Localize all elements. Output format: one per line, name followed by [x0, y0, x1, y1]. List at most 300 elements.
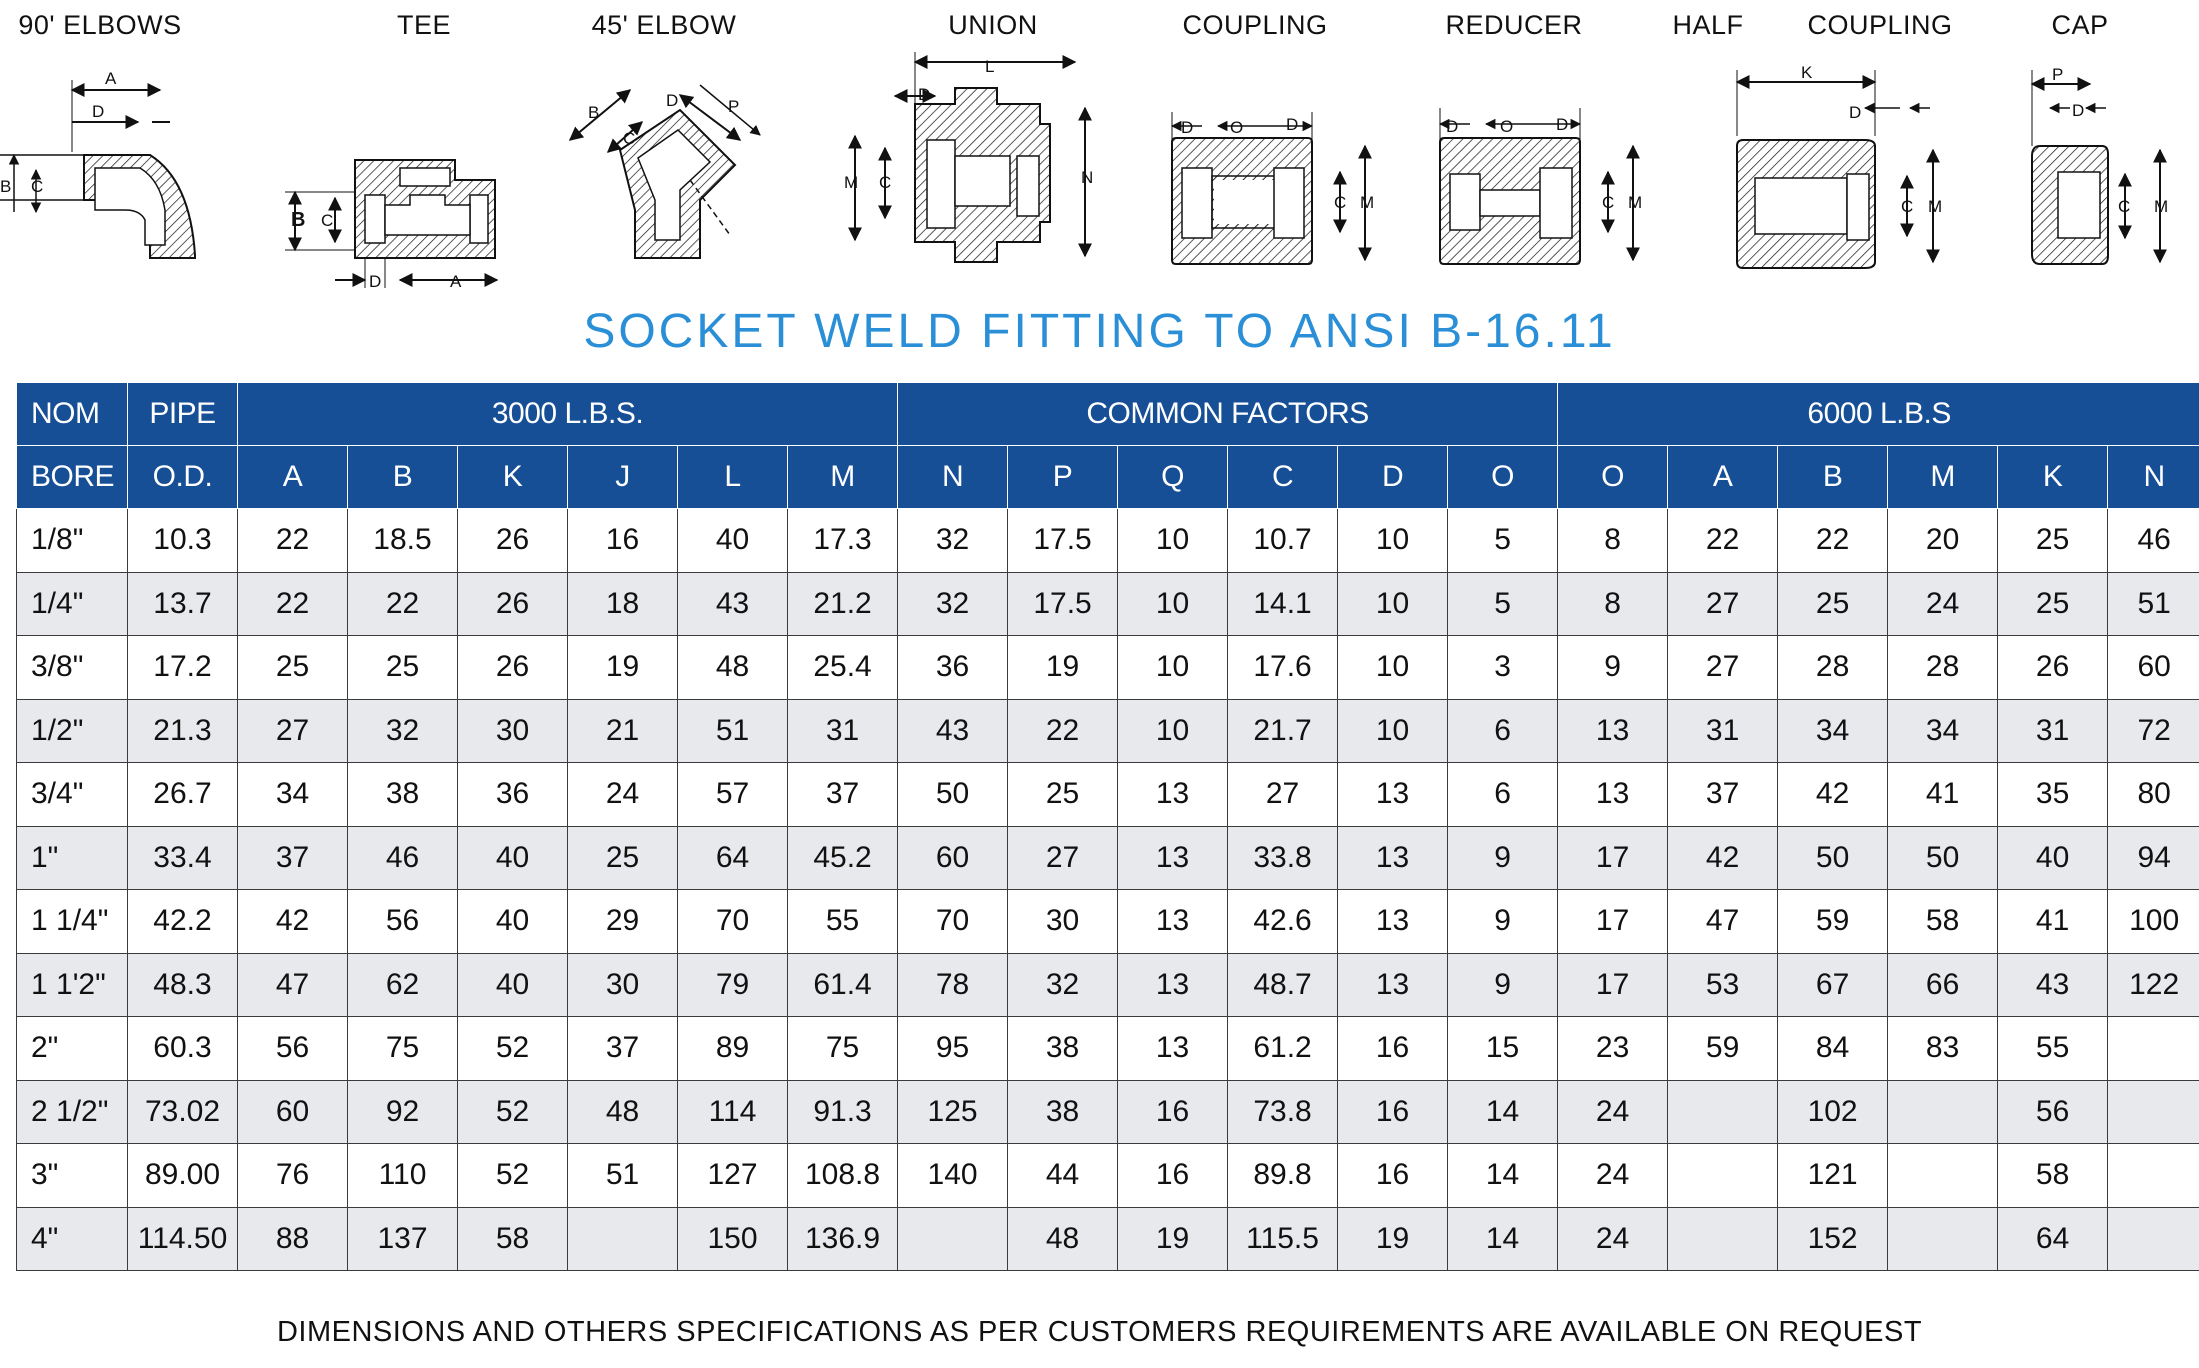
table-cell: 62	[348, 953, 458, 1017]
table-cell: 40	[458, 890, 568, 954]
tee-label-b: B	[291, 209, 306, 231]
table-cell: 57	[678, 763, 788, 827]
column-header: BORE	[17, 446, 128, 509]
table-cell: 51	[678, 699, 788, 763]
table-cell: 40	[458, 826, 568, 890]
table-cell: 27	[1668, 636, 1778, 700]
table-cell: 56	[238, 1017, 348, 1081]
table-cell: 79	[678, 953, 788, 1017]
table-cell: 67	[1778, 953, 1888, 1017]
table-cell: 42	[1778, 763, 1888, 827]
table-cell: 26	[1998, 636, 2108, 700]
union-label-l: L	[985, 57, 995, 76]
table-cell: 43	[678, 572, 788, 636]
table-cell: 136.9	[788, 1207, 898, 1271]
table-cell: 13	[1338, 763, 1448, 827]
table-cell: 17	[1558, 953, 1668, 1017]
header-nom: NOM	[17, 383, 128, 446]
table-cell: 32	[898, 572, 1008, 636]
table-row	[17, 826, 2199, 890]
reducer-drawing	[1430, 102, 1670, 272]
table-cell: 75	[348, 1017, 458, 1081]
table-cell: 114.50	[128, 1207, 238, 1271]
table-cell: 17.5	[1008, 509, 1118, 573]
column-header: K	[458, 446, 568, 509]
table-cell: 60.3	[128, 1017, 238, 1081]
table-cell: 34	[1778, 699, 1888, 763]
table-cell: 15	[1448, 1017, 1558, 1081]
table-cell: 152	[1778, 1207, 1888, 1271]
table-cell: 66	[1888, 953, 1998, 1017]
nominal-bore-cell: 1/8"	[17, 509, 128, 573]
page-title: SOCKET WELD FITTING TO ANSI B-16.11	[583, 305, 1616, 358]
column-header: M	[788, 446, 898, 509]
table-cell: 83	[1888, 1017, 1998, 1081]
table-cell: 59	[1668, 1017, 1778, 1081]
table-body	[17, 509, 2199, 1271]
column-header: L	[678, 446, 788, 509]
column-header: O.D.	[128, 446, 238, 509]
table-cell: 58	[1998, 1144, 2108, 1208]
table-cell	[1888, 1080, 1998, 1144]
header-group-3000: 3000 L.B.S.	[238, 383, 898, 446]
table-cell: 14	[1448, 1144, 1558, 1208]
table-cell: 110	[348, 1144, 458, 1208]
table-cell: 25	[568, 826, 678, 890]
table-cell: 89.8	[1228, 1144, 1338, 1208]
table-cell: 95	[898, 1017, 1008, 1081]
coupling-drawing	[1162, 102, 1402, 272]
table-cell	[1888, 1207, 1998, 1271]
table-cell: 36	[458, 763, 568, 827]
table-cell: 13	[1338, 826, 1448, 890]
table-cell	[1668, 1207, 1778, 1271]
nominal-bore-cell: 1"	[17, 826, 128, 890]
fitting-name-coupling: COUPLING	[1182, 10, 1328, 40]
table-cell: 42.2	[128, 890, 238, 954]
socket-weld-spec-table	[16, 382, 2199, 1271]
table-cell: 31	[1998, 699, 2108, 763]
table-cell: 42	[238, 890, 348, 954]
table-header	[17, 383, 2199, 509]
half-coupling-drawing	[1725, 63, 1985, 276]
table-cell: 51	[2108, 572, 2199, 636]
column-header: M	[1888, 446, 1998, 509]
table-cell: 40	[1998, 826, 2108, 890]
table-cell: 150	[678, 1207, 788, 1271]
table-cell: 46	[2108, 509, 2199, 573]
table-cell: 10	[1338, 699, 1448, 763]
reducer-label-o: O	[1500, 117, 1514, 136]
table-cell: 31	[1668, 699, 1778, 763]
half-coupling-label-m: M	[1928, 197, 1943, 216]
column-header: J	[568, 446, 678, 509]
table-cell: 137	[348, 1207, 458, 1271]
column-header: P	[1008, 446, 1118, 509]
table-cell: 16	[568, 509, 678, 573]
table-cell: 8	[1558, 509, 1668, 573]
footnote: DIMENSIONS AND OTHERS SPECIFICATIONS AS PER CUSTOMERS REQUIREMENTS ARE AVAILABLE ON REQUEST	[276, 1316, 1923, 1348]
table-cell: 51	[568, 1144, 678, 1208]
table-cell: 122	[2108, 953, 2199, 1017]
table-row	[17, 509, 2199, 573]
table-cell: 44	[1008, 1144, 1118, 1208]
table-cell	[2108, 1144, 2199, 1208]
table-cell: 14	[1448, 1207, 1558, 1271]
table-cell: 73.8	[1228, 1080, 1338, 1144]
reducer-label-d2: D	[1556, 115, 1569, 134]
table-cell: 27	[238, 699, 348, 763]
table-cell: 24	[1558, 1080, 1668, 1144]
table-row	[17, 636, 2199, 700]
table-cell: 5	[1448, 509, 1558, 573]
table-cell: 18	[568, 572, 678, 636]
table-cell: 80	[2108, 763, 2199, 827]
fitting-name-90-elbows: 90' ELBOWS	[18, 10, 182, 40]
table-cell: 43	[1998, 953, 2108, 1017]
table-cell: 13	[1118, 890, 1228, 954]
column-header: Q	[1118, 446, 1228, 509]
coupling-label-c: C	[1334, 193, 1347, 212]
table-cell: 50	[1888, 826, 1998, 890]
cap-label-m: M	[2154, 197, 2169, 216]
table-cell: 43	[898, 699, 1008, 763]
cap-label-c: C	[2118, 197, 2131, 216]
table-cell	[2108, 1207, 2199, 1271]
table-cell: 102	[1778, 1080, 1888, 1144]
table-cell: 38	[1008, 1017, 1118, 1081]
fittings-diagram-row	[0, 0, 2199, 300]
table-cell: 16	[1118, 1080, 1228, 1144]
table-cell: 58	[458, 1207, 568, 1271]
table-cell: 21.7	[1228, 699, 1338, 763]
header-group-6000: 6000 L.B.S	[1558, 383, 2199, 446]
table-cell: 38	[348, 763, 458, 827]
table-cell: 17.2	[128, 636, 238, 700]
table-cell: 17	[1558, 890, 1668, 954]
table-cell: 17.3	[788, 509, 898, 573]
table-cell: 100	[2108, 890, 2199, 954]
table-cell: 10.7	[1228, 509, 1338, 573]
table-cell: 140	[898, 1144, 1008, 1208]
table-cell: 34	[238, 763, 348, 827]
table-cell: 13	[1558, 699, 1668, 763]
nominal-bore-cell: 1 1/4"	[17, 890, 128, 954]
union-label-m: M	[844, 173, 859, 192]
table-cell: 27	[1008, 826, 1118, 890]
elbow90-label-c: C	[31, 177, 44, 196]
table-cell	[898, 1207, 1008, 1271]
table-row	[17, 890, 2199, 954]
table-cell: 40	[458, 953, 568, 1017]
table-cell: 108.8	[788, 1144, 898, 1208]
table-cell: 33.8	[1228, 826, 1338, 890]
table-cell: 13.7	[128, 572, 238, 636]
table-row	[17, 953, 2199, 1017]
table-cell: 72	[2108, 699, 2199, 763]
elbow-45-drawing	[560, 80, 780, 260]
column-header: K	[1998, 446, 2108, 509]
table-cell: 30	[458, 699, 568, 763]
table-cell: 88	[238, 1207, 348, 1271]
table-cell: 60	[898, 826, 1008, 890]
table-cell: 73.02	[128, 1080, 238, 1144]
table-cell: 10	[1118, 509, 1228, 573]
table-cell: 9	[1448, 826, 1558, 890]
coupling-label-d1: D	[1181, 118, 1194, 137]
table-cell: 30	[1008, 890, 1118, 954]
table-cell	[2108, 1080, 2199, 1144]
nominal-bore-cell: 2 1/2"	[17, 1080, 128, 1144]
table-cell: 10	[1338, 636, 1448, 700]
table-cell: 17	[1558, 826, 1668, 890]
union-label-d: D	[918, 85, 931, 104]
table-cell: 9	[1448, 890, 1558, 954]
table-cell: 38	[1008, 1080, 1118, 1144]
table-cell: 17.5	[1008, 572, 1118, 636]
table-cell	[1888, 1144, 1998, 1208]
elbow-90-drawing	[0, 60, 200, 270]
table-cell: 40	[678, 509, 788, 573]
table-cell: 21.2	[788, 572, 898, 636]
reducer-label-d1: D	[1446, 117, 1459, 136]
table-cell: 56	[348, 890, 458, 954]
table-cell: 59	[1778, 890, 1888, 954]
table-cell: 22	[1668, 509, 1778, 573]
elbow45-label-c: C	[623, 129, 636, 148]
table-cell: 53	[1668, 953, 1778, 1017]
half-coupling-label-c: C	[1901, 197, 1914, 216]
table-cell: 13	[1118, 763, 1228, 827]
table-cell: 25	[238, 636, 348, 700]
table-cell: 22	[348, 572, 458, 636]
table-cell: 33.4	[128, 826, 238, 890]
table-cell: 125	[898, 1080, 1008, 1144]
column-header: D	[1338, 446, 1448, 509]
table-cell: 27	[1228, 763, 1338, 827]
table-cell: 52	[458, 1144, 568, 1208]
table-cell: 25.4	[788, 636, 898, 700]
table-cell: 22	[1008, 699, 1118, 763]
table-cell: 28	[1888, 636, 1998, 700]
table-cell: 20	[1888, 509, 1998, 573]
table-cell: 17.6	[1228, 636, 1338, 700]
table-row	[17, 763, 2199, 827]
coupling-label-d2: D	[1286, 115, 1299, 134]
table-row	[17, 1207, 2199, 1271]
header-row-groups	[17, 383, 2199, 446]
cap-drawing	[2010, 66, 2190, 276]
table-cell: 37	[788, 763, 898, 827]
table-cell: 19	[568, 636, 678, 700]
table-cell: 52	[458, 1080, 568, 1144]
column-header: N	[2108, 446, 2199, 509]
table-cell: 9	[1448, 953, 1558, 1017]
table-cell: 48	[568, 1080, 678, 1144]
table-cell: 32	[1008, 953, 1118, 1017]
table-cell: 70	[678, 890, 788, 954]
coupling-label-m: M	[1360, 193, 1375, 212]
table-cell: 48.7	[1228, 953, 1338, 1017]
nominal-bore-cell: 3/4"	[17, 763, 128, 827]
fitting-name-half-coupling: COUPLING	[1807, 10, 1953, 40]
table-cell: 8	[1558, 572, 1668, 636]
fitting-name-cap: CAP	[2051, 10, 2109, 40]
table-cell: 60	[2108, 636, 2199, 700]
table-row	[17, 1144, 2199, 1208]
table-cell: 3	[1448, 636, 1558, 700]
column-header: A	[1668, 446, 1778, 509]
column-header: B	[348, 446, 458, 509]
fitting-name-half: HALF	[1672, 10, 1744, 40]
table-cell: 61.2	[1228, 1017, 1338, 1081]
nominal-bore-cell: 1/2"	[17, 699, 128, 763]
table-cell: 76	[238, 1144, 348, 1208]
nominal-bore-cell: 3"	[17, 1144, 128, 1208]
table-cell: 50	[898, 763, 1008, 827]
half-coupling-label-k: K	[1801, 63, 1813, 82]
table-cell: 37	[1668, 763, 1778, 827]
table-cell: 94	[2108, 826, 2199, 890]
fitting-name-union: UNION	[948, 10, 1038, 40]
coupling-label-o: O	[1230, 118, 1244, 137]
table-cell: 84	[1778, 1017, 1888, 1081]
column-header: N	[898, 446, 1008, 509]
table-cell: 27	[1668, 572, 1778, 636]
table-cell: 89.00	[128, 1144, 238, 1208]
table-cell: 18.5	[348, 509, 458, 573]
table-cell: 34	[1888, 699, 1998, 763]
nominal-bore-cell: 1/4"	[17, 572, 128, 636]
table-cell: 13	[1338, 953, 1448, 1017]
header-row-columns	[17, 446, 2199, 509]
table-cell: 16	[1338, 1080, 1448, 1144]
table-cell: 89	[678, 1017, 788, 1081]
cap-label-p: P	[2052, 65, 2064, 84]
table-cell	[1668, 1144, 1778, 1208]
table-cell: 42.6	[1228, 890, 1338, 954]
table-cell: 25	[348, 636, 458, 700]
table-cell: 28	[1778, 636, 1888, 700]
elbow45-label-b: B	[588, 103, 600, 122]
nominal-bore-cell: 4"	[17, 1207, 128, 1271]
elbow45-label-d: D	[666, 91, 679, 110]
table-cell: 22	[238, 572, 348, 636]
table-cell: 25	[1998, 509, 2108, 573]
nominal-bore-cell: 2"	[17, 1017, 128, 1081]
table-cell: 47	[1668, 890, 1778, 954]
table-cell: 24	[1888, 572, 1998, 636]
table-cell	[2108, 1017, 2199, 1081]
table-cell: 13	[1558, 763, 1668, 827]
table-cell: 21.3	[128, 699, 238, 763]
table-cell: 9	[1558, 636, 1668, 700]
table-cell: 56	[1998, 1080, 2108, 1144]
column-header: A	[238, 446, 348, 509]
table-cell: 13	[1118, 1017, 1228, 1081]
tee-label-a: A	[450, 272, 462, 291]
cap-label-d: D	[2072, 101, 2085, 120]
table-cell: 78	[898, 953, 1008, 1017]
table-cell: 25	[1778, 572, 1888, 636]
table-cell: 25	[1008, 763, 1118, 827]
elbow90-label-a: A	[105, 69, 117, 88]
tee-label-c: C	[321, 211, 334, 230]
table-cell: 115.5	[1228, 1207, 1338, 1271]
table-cell: 29	[568, 890, 678, 954]
table-row	[17, 1080, 2199, 1144]
table-cell: 37	[238, 826, 348, 890]
tee-label-d: D	[369, 272, 382, 291]
table-cell: 6	[1448, 699, 1558, 763]
tee-drawing	[285, 150, 505, 290]
table-cell: 16	[1338, 1017, 1448, 1081]
table-cell: 26	[458, 572, 568, 636]
table-cell: 75	[788, 1017, 898, 1081]
table-cell: 26	[458, 509, 568, 573]
table-row	[17, 1017, 2199, 1081]
table-cell: 52	[458, 1017, 568, 1081]
table-cell: 19	[1008, 636, 1118, 700]
table-cell: 55	[788, 890, 898, 954]
table-cell: 46	[348, 826, 458, 890]
table-cell: 10	[1118, 636, 1228, 700]
table-cell: 48	[678, 636, 788, 700]
table-cell: 26	[458, 636, 568, 700]
table-cell: 42	[1668, 826, 1778, 890]
table-cell: 16	[1338, 1144, 1448, 1208]
table-row	[17, 572, 2199, 636]
table-cell: 31	[788, 699, 898, 763]
table-cell	[1668, 1080, 1778, 1144]
column-header: B	[1778, 446, 1888, 509]
reducer-label-c: C	[1602, 193, 1615, 212]
table-cell: 22	[238, 509, 348, 573]
column-header: O	[1448, 446, 1558, 509]
table-cell: 50	[1778, 826, 1888, 890]
union-label-c: C	[879, 173, 892, 192]
table-cell: 35	[1998, 763, 2108, 827]
table-cell: 121	[1778, 1144, 1888, 1208]
table-cell: 19	[1338, 1207, 1448, 1271]
union-drawing	[835, 52, 1115, 272]
table-cell: 10	[1118, 699, 1228, 763]
table-cell: 32	[348, 699, 458, 763]
table-cell: 64	[1998, 1207, 2108, 1271]
table-cell: 21	[568, 699, 678, 763]
half-coupling-label-d: D	[1849, 103, 1862, 122]
elbow90-label-b: B	[0, 177, 12, 196]
table-cell: 14	[1448, 1080, 1558, 1144]
table-cell: 48.3	[128, 953, 238, 1017]
table-cell: 48	[1008, 1207, 1118, 1271]
column-header: O	[1558, 446, 1668, 509]
table-cell: 30	[568, 953, 678, 1017]
reducer-label-m: M	[1628, 193, 1643, 212]
fitting-name-45-elbow: 45' ELBOW	[591, 10, 737, 40]
header-group-common: COMMON FACTORS	[898, 383, 1558, 446]
table-cell: 14.1	[1228, 572, 1338, 636]
nominal-bore-cell: 3/8"	[17, 636, 128, 700]
table-cell: 19	[1118, 1207, 1228, 1271]
column-header: C	[1228, 446, 1338, 509]
table-cell: 41	[1888, 763, 1998, 827]
table-cell: 13	[1118, 826, 1228, 890]
table-cell: 41	[1998, 890, 2108, 954]
table-cell: 13	[1118, 953, 1228, 1017]
table-cell: 26.7	[128, 763, 238, 827]
table-cell: 32	[898, 509, 1008, 573]
